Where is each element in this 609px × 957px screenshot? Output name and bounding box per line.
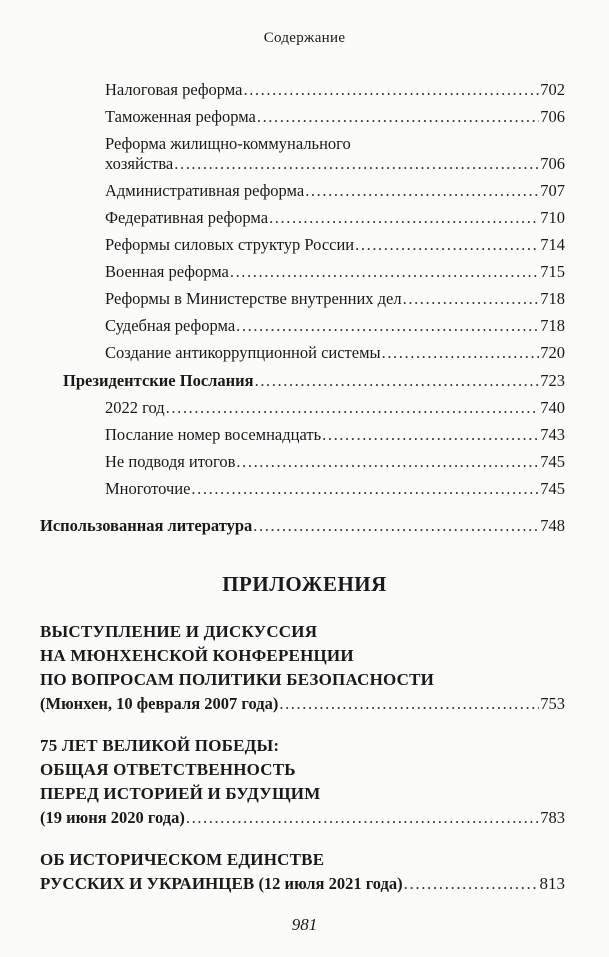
toc-entry [105, 398, 565, 418]
toc-entry-title: Президентские Послания [63, 371, 254, 390]
appendix-item-title-line: ПЕРЕД ИСТОРИЕЙ И БУДУЩИМ [40, 784, 321, 803]
toc-entry-page: 710 [540, 208, 565, 227]
toc-entry-title: Создание антикоррупционной системы [105, 343, 381, 362]
toc-entry-title: Многоточие [105, 479, 191, 498]
toc-entry [105, 479, 565, 499]
appendix-item-title-line: ОБЩАЯ ОТВЕТСТВЕННОСТЬ [40, 760, 296, 779]
appendix-item-date: (Мюнхен, 10 февраля 2007 года) [40, 694, 279, 713]
appendix-item-title-line: ПО ВОПРОСАМ ПОЛИТИКИ БЕЗОПАСНОСТИ [40, 670, 435, 689]
toc-entry [105, 235, 565, 255]
page-header: Содержание [263, 30, 346, 46]
toc-entry-title: Послание номер восемнадцать [105, 425, 322, 444]
toc-entry-page: 707 [540, 181, 565, 200]
toc-entry [105, 262, 565, 282]
toc-entry [105, 181, 565, 201]
toc-entry [105, 289, 565, 309]
appendix-heading: ПРИЛОЖЕНИЯ [222, 572, 387, 596]
appendix-item-title-line: ВЫСТУПЛЕНИЕ И ДИСКУССИЯ [40, 622, 318, 641]
toc-entry-page: 748 [540, 516, 565, 535]
toc-entry-page: 720 [540, 343, 565, 362]
toc-entry-page: 743 [540, 425, 565, 444]
toc-entry-title: Использованная литература [40, 516, 253, 535]
toc-entry-title: Федеративная реформа [105, 208, 269, 227]
toc-entry-page: 706 [540, 154, 565, 173]
appendix-item-title-line: РУССКИХ И УКРАИНЦЕВ [40, 874, 255, 893]
toc-entry-title: Военная реформа [105, 262, 229, 281]
toc-entry-title: Налоговая реформа [105, 80, 243, 99]
appendix-item-date: (12 июля 2021 года) [258, 874, 403, 893]
toc-entry-page: 706 [540, 107, 565, 126]
toc-entry-page: 723 [540, 371, 565, 390]
appendix-item-entry [40, 694, 565, 714]
toc-entry [105, 107, 565, 127]
toc-entry [105, 425, 565, 445]
toc-entry-page: 783 [540, 808, 565, 827]
toc-entry-title: Реформы в Министерстве внутренних дел [105, 289, 402, 308]
toc-entry-page: 718 [540, 316, 565, 335]
toc-entry-page: 714 [540, 235, 565, 254]
toc-entry [105, 316, 565, 336]
toc-entry-page: 753 [540, 694, 565, 713]
page-number: 981 [291, 915, 318, 934]
toc-entry-title: Не подводя итогов [105, 452, 236, 471]
toc-entry [105, 208, 565, 228]
appendix-item-entry [40, 874, 565, 894]
toc-entry-page: 813 [539, 874, 565, 893]
toc-section-entry [40, 516, 565, 536]
toc-entry-page: 715 [540, 262, 565, 281]
toc-entry-page: 702 [540, 80, 565, 99]
appendix-item-title-line: 75 ЛЕТ ВЕЛИКОЙ ПОБЕДЫ: [40, 736, 280, 755]
toc-entry-page: 745 [540, 452, 565, 471]
appendix-item-title-line: НА МЮНХЕНСКОЙ КОНФЕРЕНЦИИ [40, 646, 354, 665]
toc-entry-title: хозяйства [105, 154, 174, 173]
toc-entry-page: 718 [540, 289, 565, 308]
appendix-item-date: (19 июня 2020 года) [40, 808, 185, 827]
toc-entry-page: 745 [540, 479, 565, 498]
appendix-item-title-line: ОБ ИСТОРИЧЕСКОМ ЕДИНСТВЕ [40, 850, 325, 869]
appendix-item-entry [40, 808, 565, 828]
toc-entry-title: Административная реформа [105, 181, 305, 200]
toc-entry-title: 2022 год [105, 398, 165, 417]
toc-entry [105, 154, 565, 174]
toc-entry-title: Судебная реформа [105, 316, 236, 335]
toc-entry [105, 80, 565, 100]
toc-entry-title: Таможенная реформа [105, 107, 256, 126]
toc-entry [105, 452, 565, 472]
toc-entry [105, 343, 565, 363]
toc-section-entry [63, 371, 565, 391]
toc-entry-title-line: Реформа жилищно-коммунального [105, 134, 351, 153]
toc-entry-title: Реформы силовых структур России [105, 235, 355, 254]
toc-entry-page: 740 [540, 398, 565, 417]
